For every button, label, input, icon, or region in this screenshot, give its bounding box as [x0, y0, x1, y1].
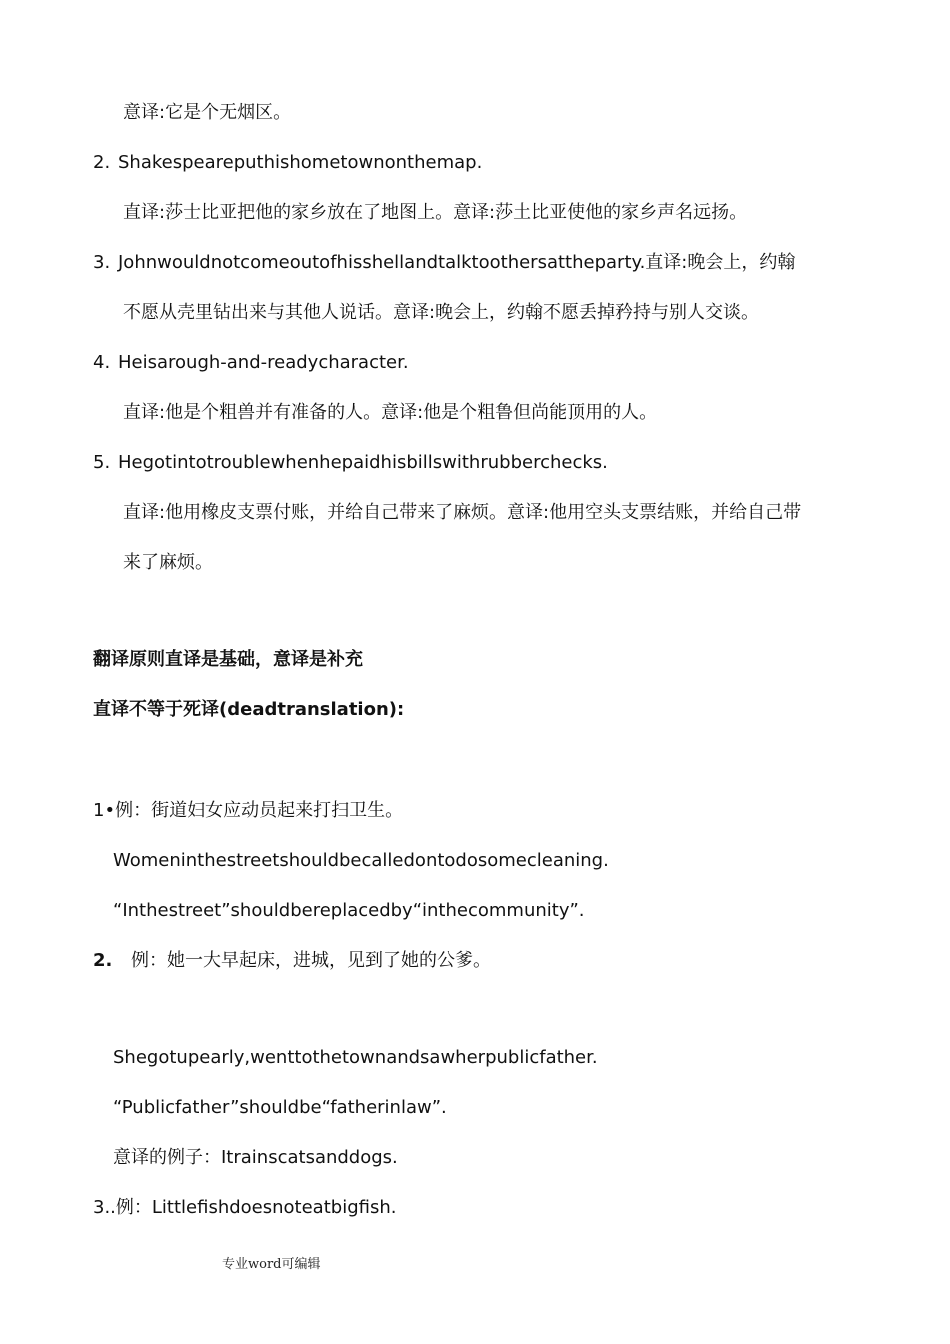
example-line: 意译的例子：Itrainscatsanddogs. — [113, 1147, 398, 1168]
example-line: 例：她一大早起床，进城，见到了她的公爹。 — [131, 950, 491, 971]
example-line: “Publicfather”shouldbe“fatherinlaw”. — [113, 1097, 447, 1118]
item-number: 5. — [93, 452, 111, 473]
free-translation-line: 意译:它是个无烟区。 — [123, 102, 292, 123]
item-number: 2. — [93, 152, 111, 173]
item-number: 4. — [93, 352, 111, 373]
english-sentence: Hegotintotroublewhenhepaidhisbillswithrubberchecks. — [118, 452, 608, 473]
translation-line: 直译:莎士比亚把他的家乡放在了地图上。意译:莎土比亚使他的家乡声名远扬。 — [123, 202, 748, 223]
example-line: 1•例：街道妇女应动员起来打扫卫生。 — [93, 800, 404, 821]
page-footer: 专业word可编辑 — [222, 1257, 321, 1272]
item-number: 2. — [93, 950, 113, 971]
translation-line: 来了麻烦。 — [123, 552, 213, 573]
english-sentence: Johnwouldnotcomeoutofhisshellandtalktoothersattheparty.直译:晚会上，约翰 — [118, 252, 796, 273]
example-line: “Inthestreet”shouldbereplacedby“inthecommunity”. — [113, 900, 585, 921]
translation-line: 直译:他用橡皮支票付账，并给自己带来了麻烦。意译:他用空头支票结账，并给自己带 — [123, 502, 802, 523]
translation-line: 不愿从壳里钻出来与其他人说话。意译:晚会上，约翰不愿丢掉矜持与别人交谈。 — [123, 302, 760, 323]
english-sentence: Heisarough-and-readycharacter. — [118, 352, 409, 373]
example-line: Womeninthestreetshouldbecalledontodosomecleaning. — [113, 850, 609, 871]
section-heading: 翻译原则直译是基础，意译是补充 — [93, 649, 363, 670]
section-heading: 直译不等于死译(deadtranslation): — [93, 699, 405, 720]
translation-line: 直译:他是个粗兽并有准备的人。意译:他是个粗鲁但尚能顶用的人。 — [123, 402, 658, 423]
item-number: 3. — [93, 252, 111, 273]
example-line: 3..例：Littlefishdoesnoteatbigfish. — [93, 1197, 397, 1218]
english-sentence: Shakespeareputhishometownonthemap. — [118, 152, 483, 173]
example-line: Shegotupearly,wenttothetownandsawherpublicfather. — [113, 1047, 598, 1068]
